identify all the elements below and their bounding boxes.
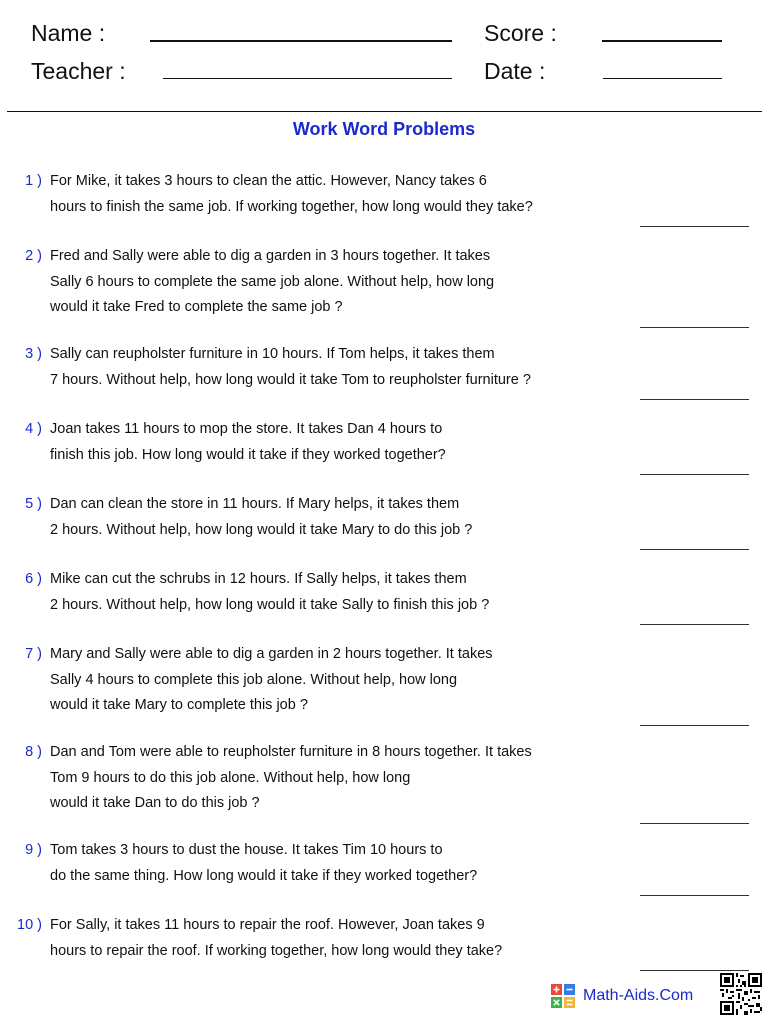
problem-text [50, 492, 610, 543]
problem-text-line: hours to finish the same job. If working together, how long would they take? [50, 198, 533, 215]
problem-text-line: Mike can cut the schrubs in 12 hours. If Sally helps, it takes them [50, 571, 467, 587]
problem-text-line: Sally 6 hours to complete the same job alone. Without help, how long [50, 273, 495, 290]
answer-line[interactable] [640, 895, 749, 896]
answer-line[interactable] [640, 549, 749, 550]
problem-text-line: Joan takes 11 hours to mop the store. It takes Dan 4 hours to [50, 421, 443, 437]
problem-number: 6 ) [25, 571, 42, 587]
problem-text-line: Tom 9 hours to do this job alone. Without help, how long [50, 769, 411, 786]
problem-number: 8 ) [25, 744, 42, 760]
date-label: Date : [484, 58, 546, 84]
problem-text-line: finish this job. How long would it take if they worked together? [50, 446, 446, 463]
date-field-line[interactable] [603, 78, 722, 79]
answer-line[interactable] [640, 823, 749, 824]
answer-line[interactable] [640, 970, 749, 971]
problem-text-line: would it take Fred to complete the same job ? [50, 299, 343, 315]
problem-text-line: Mary and Sally were able to dig a garden in 2 hours together. It takes [50, 646, 493, 662]
teacher-label: Teacher : [31, 58, 126, 84]
problem-text-line: 2 hours. Without help, how long would it take Sally to finish this job ? [50, 596, 490, 613]
problem-number: 5 ) [25, 496, 42, 512]
problem-text [50, 838, 610, 889]
problem-text-line: 7 hours. Without help, how long would it take Tom to reupholster furniture ? [50, 371, 531, 388]
problem-text-line: Sally 4 hours to complete this job alone. Without help, how long [50, 671, 458, 688]
problem-text [50, 342, 610, 393]
problem-number: 9 ) [25, 842, 42, 858]
answer-line[interactable] [640, 399, 749, 400]
score-field-line[interactable] [602, 40, 722, 42]
problem-text-line: would it take Dan to do this job ? [50, 795, 260, 811]
answer-line[interactable] [640, 725, 749, 726]
problem-text [50, 913, 610, 964]
problem-text-line: For Sally, it takes 11 hours to repair the roof. However, Joan takes 9 [50, 917, 485, 933]
problem-number: 3 ) [25, 346, 42, 362]
problem-text-line: Sally can reupholster furniture in 10 hours. If Tom helps, it takes them [50, 346, 495, 362]
problem-number: 2 ) [25, 248, 42, 264]
problem-number: 10 ) [17, 917, 42, 933]
problem-text [50, 740, 610, 817]
answer-line[interactable] [640, 226, 749, 227]
problem-text [50, 417, 610, 468]
problem-text-line: Dan and Tom were able to reupholster furniture in 8 hours together. It takes [50, 744, 532, 760]
answer-line[interactable] [640, 474, 749, 475]
answer-line[interactable] [640, 327, 749, 328]
problem-number: 1 ) [25, 173, 42, 189]
problem-text [50, 169, 610, 220]
score-label: Score : [484, 20, 557, 46]
problem-text-line: do the same thing. How long would it take if they worked together? [50, 867, 478, 884]
problem-text-line: Tom takes 3 hours to dust the house. It takes Tim 10 hours to [50, 842, 443, 858]
problem-text-line: 2 hours. Without help, how long would it take Mary to do this job ? [50, 521, 473, 538]
problem-text-line: would it take Mary to complete this job ? [50, 697, 308, 713]
name-label: Name : [31, 20, 106, 46]
page-title: Work Word Problems [292, 119, 476, 139]
problem-text-line: Dan can clean the store in 11 hours. If Mary helps, it takes them [50, 496, 460, 512]
problem-number: 7 ) [25, 646, 42, 662]
answer-line[interactable] [640, 624, 749, 625]
brand-link[interactable]: Math-Aids.Com [583, 987, 694, 1004]
problem-text-line: hours to repair the roof. If working together, how long would they take? [50, 942, 503, 959]
problem-text [50, 567, 610, 618]
teacher-field-line[interactable] [163, 78, 452, 79]
name-field-line[interactable] [150, 40, 452, 42]
calculator-icon [551, 984, 575, 1008]
problem-text-line: Fred and Sally were able to dig a garden in 3 hours together. It takes [50, 248, 491, 264]
problem-text-line: For Mike, it takes 3 hours to clean the attic. However, Nancy takes 6 [50, 173, 487, 189]
qr-code-icon [720, 973, 762, 1015]
problem-text [50, 642, 610, 719]
problem-number: 4 ) [25, 421, 42, 437]
header-divider [7, 111, 762, 112]
problem-text [50, 244, 610, 321]
